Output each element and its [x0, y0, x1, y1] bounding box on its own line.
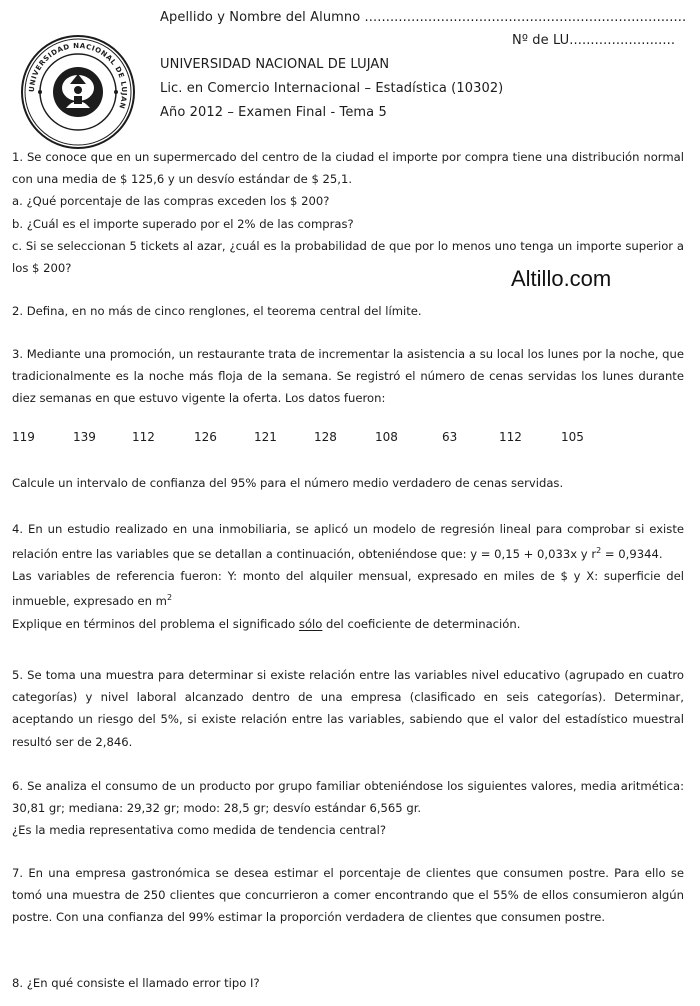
- question-3-task-text: Calcule un intervalo de confianza del 95% para el número medio verdadero de cenas servidas.: [12, 476, 564, 490]
- data-value: 121: [254, 430, 277, 444]
- r-squared-exponent: 2: [596, 546, 602, 556]
- question-3-task: [12, 472, 684, 494]
- question-5: [12, 664, 684, 753]
- question-7: [12, 862, 684, 929]
- question-3: [12, 343, 684, 410]
- question-6-question: ¿Es la media representativa como medida de tendencia central?: [12, 823, 387, 838]
- student-name-field-label: Apellido y Nombre del Alumno ............................................................................: [160, 10, 687, 25]
- question-1: [12, 146, 684, 279]
- data-value: 119: [12, 430, 35, 444]
- altillo-watermark: Altillo.com: [511, 266, 612, 291]
- question-2: [12, 300, 684, 322]
- question-3-text: 3. Mediante una promoción, un restaurante trata de incrementar la asistencia a su local los lunes por la noche, que tradicionalmente es la noche más floja de la semana. Se registró el número de cenas servidas los lunes durante diez semanas en que estuvo vigente la oferta. Los datos fueron:: [12, 347, 684, 406]
- university-name: UNIVERSIDAD NACIONAL DE LUJAN: [160, 57, 390, 72]
- m-squared-exponent: 2: [166, 593, 173, 603]
- question-4-statement: 4. En un estudio realizado en una inmobiliaria, se aplicó un modelo de regresión lineal para comprobar si existe relación entre las variables que se detallan a continuación, obteniéndose que: y = 0,15 + 0,033x y $r^2 = 0,9344$.: [12, 522, 684, 562]
- question-4-explain: Explique en términos del problema el significado sólo del coeficiente de determinación.: [12, 616, 521, 631]
- exam-title: Año 2012 – Examen Final - Tema 5: [160, 105, 387, 120]
- question-6: [12, 775, 684, 842]
- question-8-text: 8. ¿En qué consiste el llamado error tipo I?: [12, 976, 260, 990]
- university-seal-icon: [16, 30, 140, 154]
- data-value: 105: [561, 430, 584, 444]
- underlined-word: sólo: [298, 616, 323, 631]
- data-value: 112: [499, 430, 522, 444]
- question-4: [12, 518, 684, 635]
- data-value: 108: [375, 430, 398, 444]
- lu-field-label: Nº de LU.........................: [512, 33, 676, 48]
- data-value: 63: [442, 430, 458, 444]
- question-8: [12, 972, 684, 994]
- question-7-text: 7. En una empresa gastronómica se desea estimar el porcentaje de clientes que consumen postre. Para ello se tomó una muestra de 250 clientes que concurrieron a comer encontrando que el 55% de ellos consumieron algún postre. Con una confianza del 99% estimar la proporción verdadera de clientes que consumen postre.: [12, 866, 684, 925]
- question-6-text: 6. Se analiza el consumo de un producto por grupo familiar obteniéndose los siguientes valores, media aritmética: 30,81 gr; mediana: 29,32 gr; modo: 28,5 gr; desvío estándar 6,565 gr.: [12, 779, 684, 816]
- seal-text: UNIVERSIDAD NACIONAL DE LUJAN: [27, 41, 129, 110]
- question-3-data-row: [12, 430, 612, 450]
- data-value: 112: [132, 430, 155, 444]
- program-name: Lic. en Comercio Internacional – Estadística (10302): [160, 81, 504, 96]
- question-5-text: 5. Se toma una muestra para determinar si existe relación entre las variables nivel educativo (agrupado en cuatro categorías) y nivel laboral alcanzado dentro de una empresa (clasificado en seis categorías). Determinar, aceptando un riesgo del 5%, si existe relación entre las variables, sabiendo que el valor del estadístico muestral resultó ser de 2,846.: [12, 668, 684, 749]
- data-value: 126: [194, 430, 217, 444]
- question-4-variables: Las variables de referencia fueron: Y: monto del alquiler mensual, expresado en miles de $ y X: superficie del inmueble, expresado en $m^2$: [12, 569, 684, 609]
- question-1-intro: 1. Se conoce que en un supermercado del centro de la ciudad el importe por compra tiene una distribución normal con una media de $ 125,6 y un desvío estándar de $ 25,1.: [12, 150, 684, 187]
- question-1-a: a. ¿Qué porcentaje de las compras exceden los $ 200?: [12, 194, 330, 209]
- question-1-c: c. Si se seleccionan 5 tickets al azar, ¿cuál es la probabilidad de que por lo menos uno tenga un importe superior a los $ 200?: [12, 238, 684, 276]
- data-value: 139: [73, 430, 96, 444]
- question-1-b: b. ¿Cuál es el importe superado por el 2% de las compras?: [12, 216, 354, 231]
- data-value: 128: [314, 430, 337, 444]
- question-2-text: 2. Defina, en no más de cinco renglones, el teorema central del límite.: [12, 304, 422, 318]
